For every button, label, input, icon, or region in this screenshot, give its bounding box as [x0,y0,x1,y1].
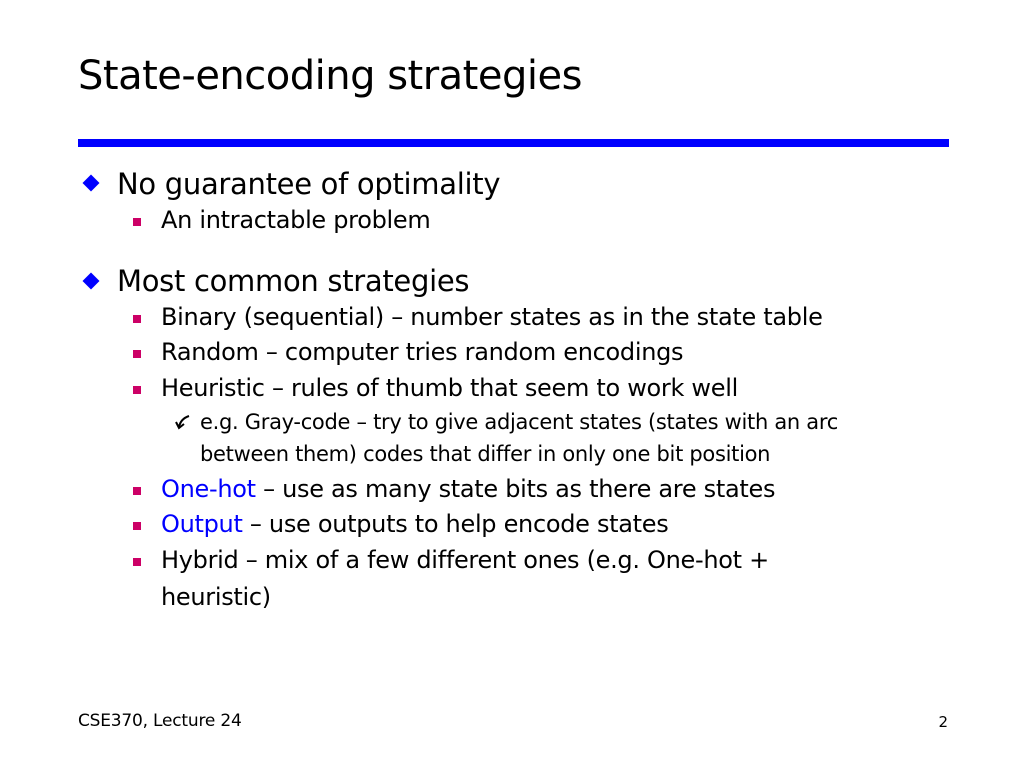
output-description: – use outputs to help encode states [242,510,669,538]
sub-bullet-output [161,507,668,541]
square-icon [133,522,141,530]
square-icon [133,350,141,358]
footer-page-number: 2 [938,713,948,731]
one-hot-description: – use as many state bits as there are states [255,475,776,503]
diamond-icon [83,273,100,290]
sub-bullet-onehot [161,472,775,506]
sub-bullet-heuristic: Heuristic – rules of thumb that seem to work well [161,374,738,402]
sub-bullet-random: Random – computer tries random encodings [161,338,684,366]
square-icon [133,558,141,566]
sub-bullet-binary: Binary (sequential) – number states as in the state table [161,303,823,331]
footer-course: CSE370, Lecture 24 [78,711,242,731]
term-output: Output [161,510,243,538]
sub-bullet-intractable: An intractable problem [161,206,431,234]
slide-title: State-encoding strategies [78,53,582,99]
curved-arrow-icon [174,413,192,431]
diamond-icon [83,175,100,192]
square-icon [133,487,141,495]
bullet-heading-strategies: Most common strategies [117,264,470,298]
bullet-heading-optimality: No guarantee of optimality [117,167,501,201]
square-icon [133,386,141,394]
square-icon [133,218,141,226]
sub-sub-bullet-graycode-line2: between them) codes that differ in only one bit position [200,442,771,466]
square-icon [133,315,141,323]
title-divider [78,139,949,147]
sub-bullet-hybrid-line2: heuristic) [161,583,271,611]
sub-sub-bullet-graycode-line1: e.g. Gray-code – try to give adjacent states (states with an arc [200,410,838,434]
sub-bullet-hybrid-line1: Hybrid – mix of a few different ones (e.g. One-hot + [161,546,769,574]
term-one-hot: One-hot [161,475,256,503]
